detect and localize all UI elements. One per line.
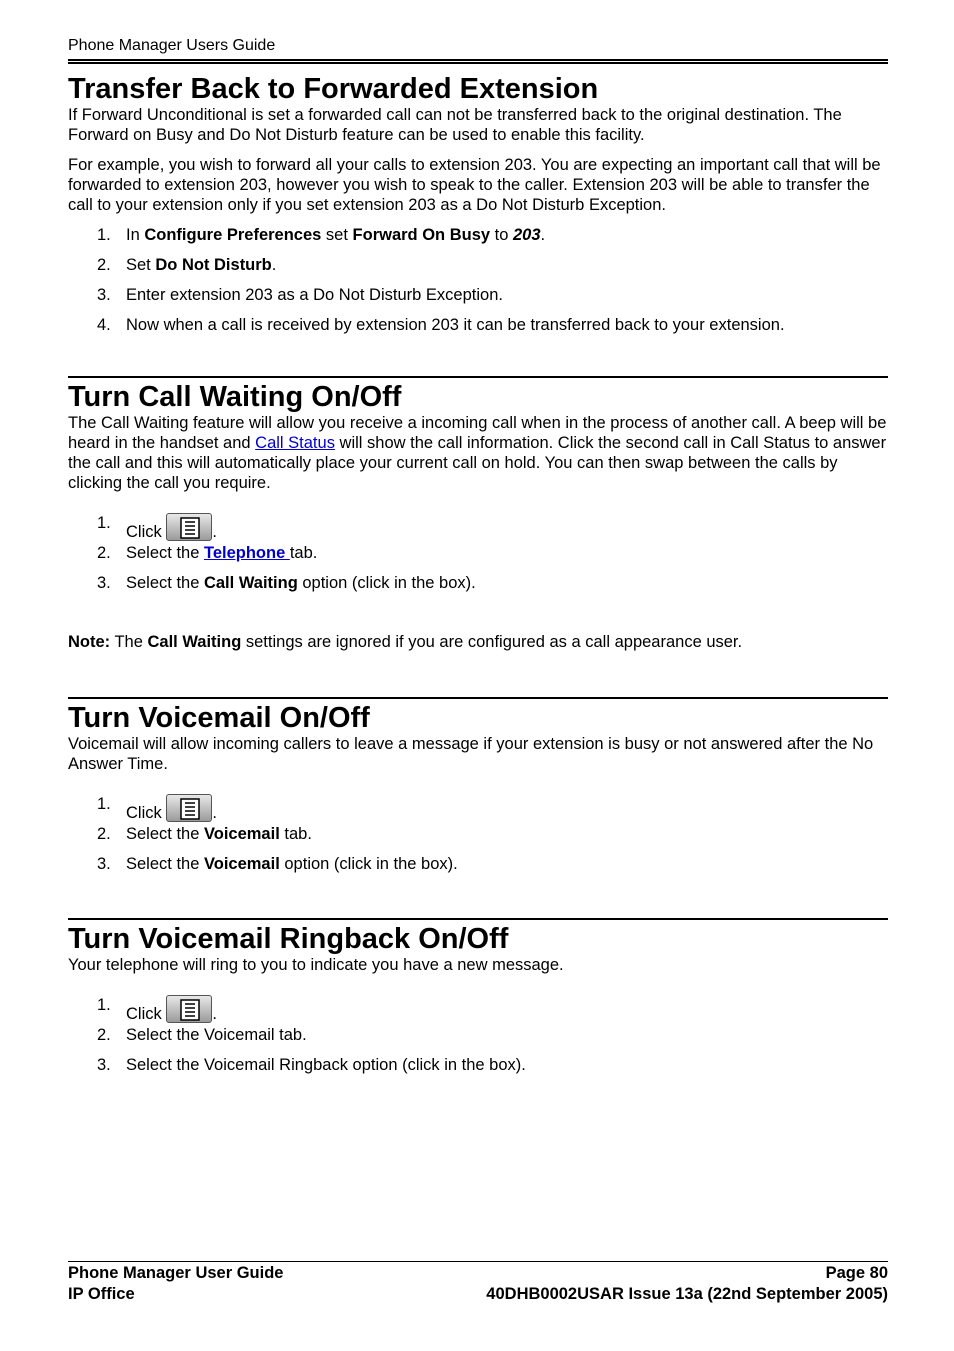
step-text: option (click in the box). [297,574,476,592]
step-text: Select the [126,574,204,592]
header-rule [68,59,888,61]
section-transfer-back [68,62,888,345]
configure-list-icon [180,999,200,1021]
list-item [68,225,888,255]
step-text: Click [126,804,167,822]
note-bold: Call Waiting [147,633,242,651]
paragraph-text: The Call Waiting feature will allow you receive a incoming call when in the process of another call. A beep will be heard in the handset and [68,414,887,452]
note-text: The [110,633,148,651]
step-bold: Do Not Disturb [155,256,272,274]
step-text: Select the Voicemail Ringback option (click in the box). [126,1056,526,1074]
footer-page-number: Page 80 [825,1264,888,1282]
note-label: Note: [68,633,111,651]
configure-list-icon [180,517,200,539]
list-item [68,543,888,573]
call-status-link[interactable]: Call Status [255,434,335,452]
step-number: 1. [97,795,111,813]
footer-guide-title: Phone Manager User Guide [68,1264,284,1282]
section-rule [68,697,888,699]
step-text: Select the Voicemail tab. [126,1026,307,1044]
step-bold: Call Waiting [203,574,298,592]
footer-rule [68,1261,888,1262]
list-item [68,315,888,345]
step-bold-italic: 203 [513,226,541,244]
running-header: Phone Manager Users Guide [68,37,276,54]
section-rule [68,376,888,378]
step-text: . [212,523,217,541]
step-text: In [126,226,145,244]
paragraph-text: will show the call information. Click the second call in Call Status to answer the call and this will automatically place your current call on hold. You can then swap between the calls by clicking the call you require. [68,434,887,492]
step-number: 1. [97,996,111,1014]
steps-list [68,794,888,884]
list-item [68,255,888,285]
step-text: Click [126,1005,167,1023]
section-title: Transfer Back to Forwarded Extension [68,73,599,105]
step-number: 3. [97,855,111,873]
step-text: Select the [126,544,204,562]
list-item [68,285,888,315]
list-item [68,995,888,1025]
step-number: 2. [97,1026,111,1044]
paragraph: Voicemail will allow incoming callers to leave a message if your extension is busy or not answered after the No Answer Time. [68,735,874,773]
configure-button[interactable] [166,794,212,822]
configure-button[interactable] [166,995,212,1023]
section-rule [68,62,888,64]
section-title: Turn Voicemail On/Off [68,702,370,734]
step-text: to [490,226,513,244]
step-bold: Forward On Busy [352,226,491,244]
page-footer [68,1263,888,1305]
step-text: tab. [289,544,318,562]
section-call-waiting [68,376,888,652]
step-number: 3. [97,1056,111,1074]
section-rule [68,918,888,920]
step-number: 4. [97,316,111,334]
step-text: Select the [126,825,204,843]
step-number: 1. [97,226,111,244]
step-text: tab. [279,825,312,843]
step-text: . [212,804,217,822]
list-item [68,513,888,543]
step-number: 3. [97,574,111,592]
steps-list [68,513,888,603]
steps-list [68,995,888,1085]
step-bold: Configure Preferences [144,226,322,244]
step-text: Click [126,523,167,541]
step-text: Now when a call is received by extension 203 it can be transferred back to your extension. [126,316,785,334]
step-text: set [321,226,353,244]
step-text: option (click in the box). [279,855,458,873]
step-text: Set [126,256,156,274]
note-text: settings are ignored if you are configured as a call appearance user. [241,633,743,651]
section-voicemail-ringback [68,918,888,1085]
list-item [68,573,888,603]
list-item [68,854,888,884]
section-voicemail [68,697,888,884]
list-item [68,1025,888,1055]
section-title: Turn Voicemail Ringback On/Off [68,923,509,955]
paragraph: Your telephone will ring to you to indicate you have a new message. [68,956,564,974]
telephone-tab-link[interactable]: Telephone [203,544,290,562]
list-item [68,824,888,854]
step-text: . [271,256,277,274]
step-number: 2. [97,825,111,843]
step-bold: Voicemail [203,825,280,843]
configure-button[interactable] [166,513,212,541]
step-number: 2. [97,544,111,562]
footer-product: IP Office [68,1285,135,1303]
step-number: 2. [97,256,111,274]
list-item [68,1055,888,1085]
footer-issue: 40DHB0002USAR Issue 13a (22nd September 2005) [486,1285,888,1303]
list-item [68,794,888,824]
section-title: Turn Call Waiting On/Off [68,381,402,413]
step-text: Select the [126,855,204,873]
steps-list [68,225,888,345]
step-number: 1. [97,514,111,532]
paragraph [68,413,888,493]
step-number: 3. [97,286,111,304]
note [68,632,888,652]
step-text: . [540,226,546,244]
paragraph: For example, you wish to forward all your calls to extension 203. You are expecting an important call that will be forwarded to extension 203, however you wish to speak to the caller. Extension 203 will be able to transfer the call to your extension only if you set extension 203 as a Do Not Disturb Exception. [68,156,881,214]
step-text: . [212,1005,217,1023]
step-text: Enter extension 203 as a Do Not Disturb Exception. [126,286,503,304]
paragraph: If Forward Unconditional is set a forwarded call can not be transferred back to the original destination. The Forward on Busy and Do Not Disturb feature can be used to enable this facility. [68,106,842,144]
step-bold: Voicemail [203,855,280,873]
configure-list-icon [180,798,200,820]
